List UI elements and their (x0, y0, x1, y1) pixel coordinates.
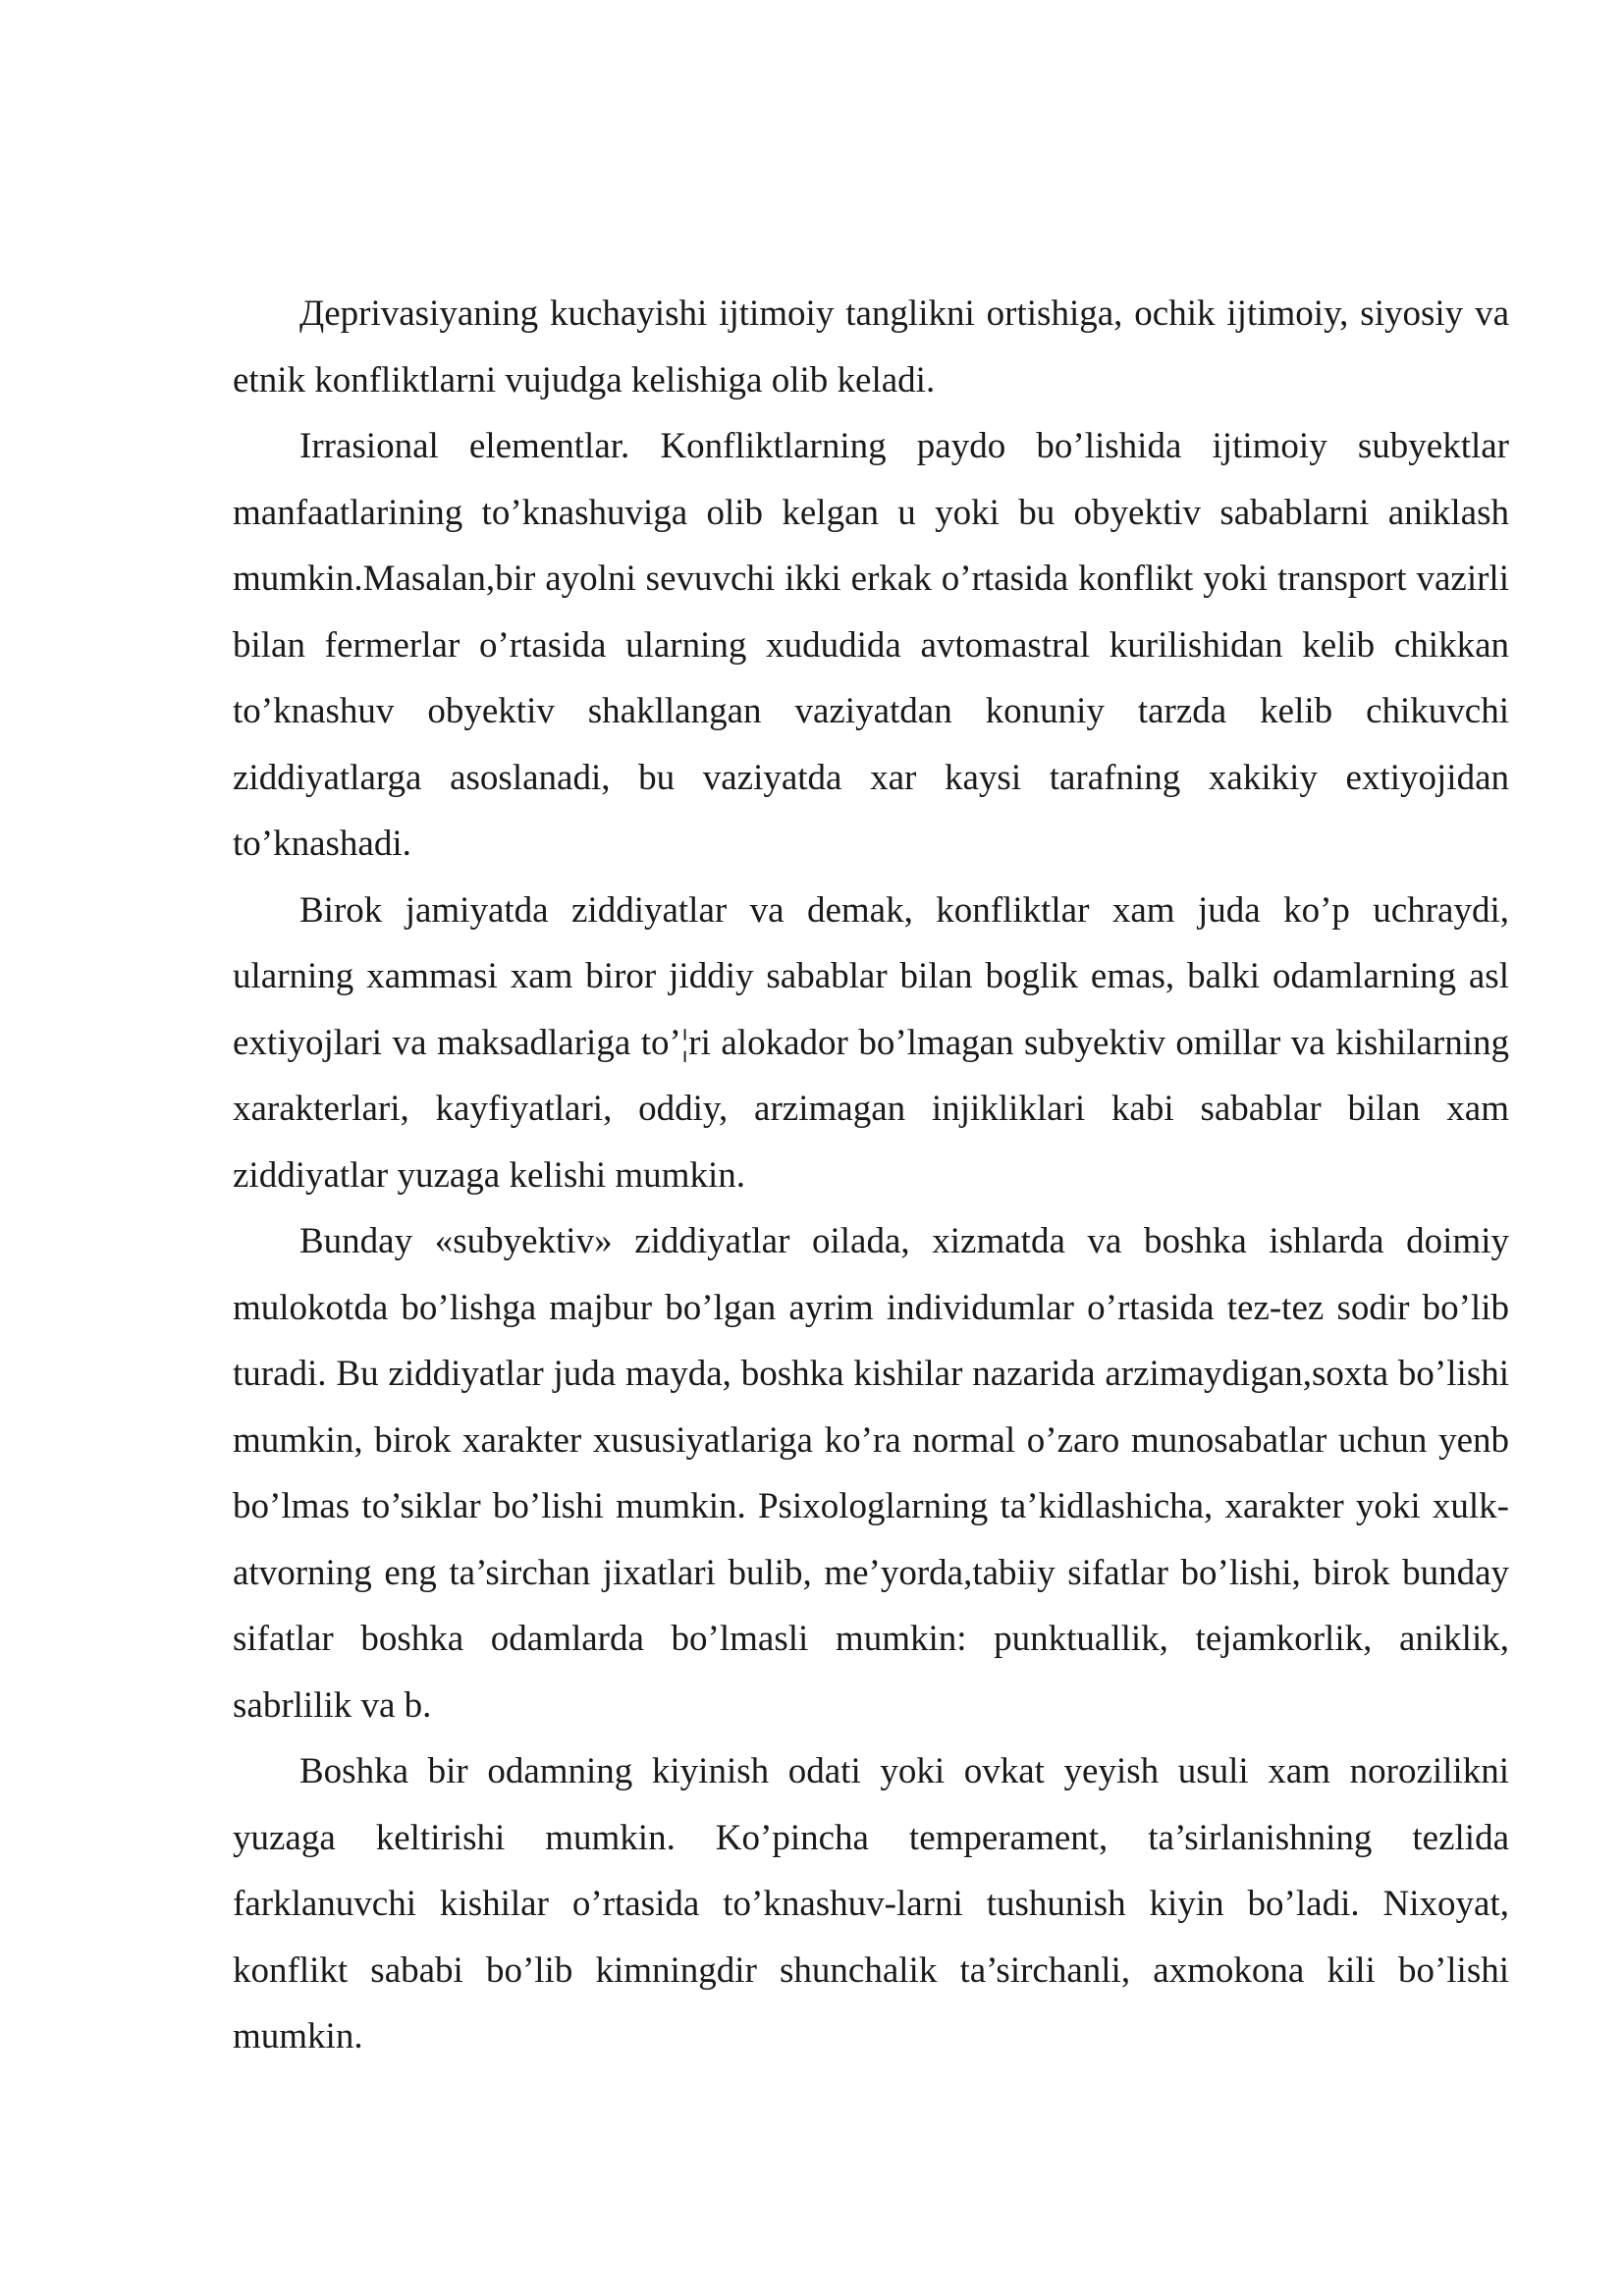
paragraph-subjective-factors: Birok jamiyatda ziddiyatlar va demak, konfliktlar xam juda ko’p uchraydi, ularning xammasi xam biror jiddiy sabablar bilan boglik emas, balki odamlarning asl extiyojlari va maksadlariga to’¦ri alokador bo’lmagan subyektiv omillar va kishilarning xarakterlari, kayfiyatlari, oddiy, arzimagan injikliklari kabi sabablar bilan xam ziddiyatlar yuzaga kelishi mumkin. (233, 889, 1509, 1196)
paragraph-irrational-elements: Irrasional elementlar. Konfliktlarning paydo bo’lishida ijtimoiy subyektlar manfaatlarining to’knashuviga olib kelgan u yoki bu obyektiv sabablarni aniklash mumkin.Masalan,bir ayolni sevuvchi ikki erkak o’rtasida konflikt yoki transport vazirli bilan fermerlar o’rtasida ularning xududida avtomastral kurilishidan kelib chikkan to’knashuv obyektiv shakllangan vaziyatdan konuniy tarzda kelib chikuvchi ziddiyatlarga asoslanadi, bu vaziyatda xar kaysi tarafning xakikiy extiyojidan to’knashadi. (233, 426, 1509, 864)
paragraph-subjective-conflicts: Bunday «subyektiv» ziddiyatlar oilada, xizmatda va boshka ishlarda doimiy mulokotda bo’lishga majbur bo’lgan ayrim individumlar o’rtasida tez-tez sodir bo’lib turadi. Bu ziddiyatlar juda mayda, boshka kishilar nazarida arzimaydigan,soxta bo’lishi mumkin, birok xarakter xususiyatlariga ko’ra normal o’zaro munosabatlar uchun yenb bo’lmas to’siklar bo’lishi mumkin. Psixologlarning ta’kidlashicha, xarakter yoki xulk-atvorning eng ta’sirchan jixatlari bulib, me’yorda,tabiiy sifatlar bo’lishi, birok bunday sifatlar boshka odamlarda bo’lmasli mumkin: punktuallik, tejamkorlik, aniklik, sabrlilik va b. (233, 1221, 1509, 1726)
paragraph-deprivation: Дeprivasiyaning kuchayishi ijtimoiy tanglikni ortishiga, ochik ijtimoiy, siyosiy va etnik konfliktlarni vujudga kelishiga olib keladi. (233, 294, 1509, 400)
paragraph-habits-temperament: Boshka bir odamning kiyinish odati yoki ovkat yeyish usuli xam norozilikni yuzaga keltirishi mumkin. Ko’pincha temperament, ta’sirlanishning tezlida farklanuvchi kishilar o’rtasida to’knashuv-larni tushunish kiyin bo’ladi. Nixoyat, konflikt sababi bo’lib kimningdir shunchalik ta’sirchanli, axmokona kili bo’lishi mumkin. (233, 1751, 1509, 2056)
document-body (233, 281, 1509, 2070)
